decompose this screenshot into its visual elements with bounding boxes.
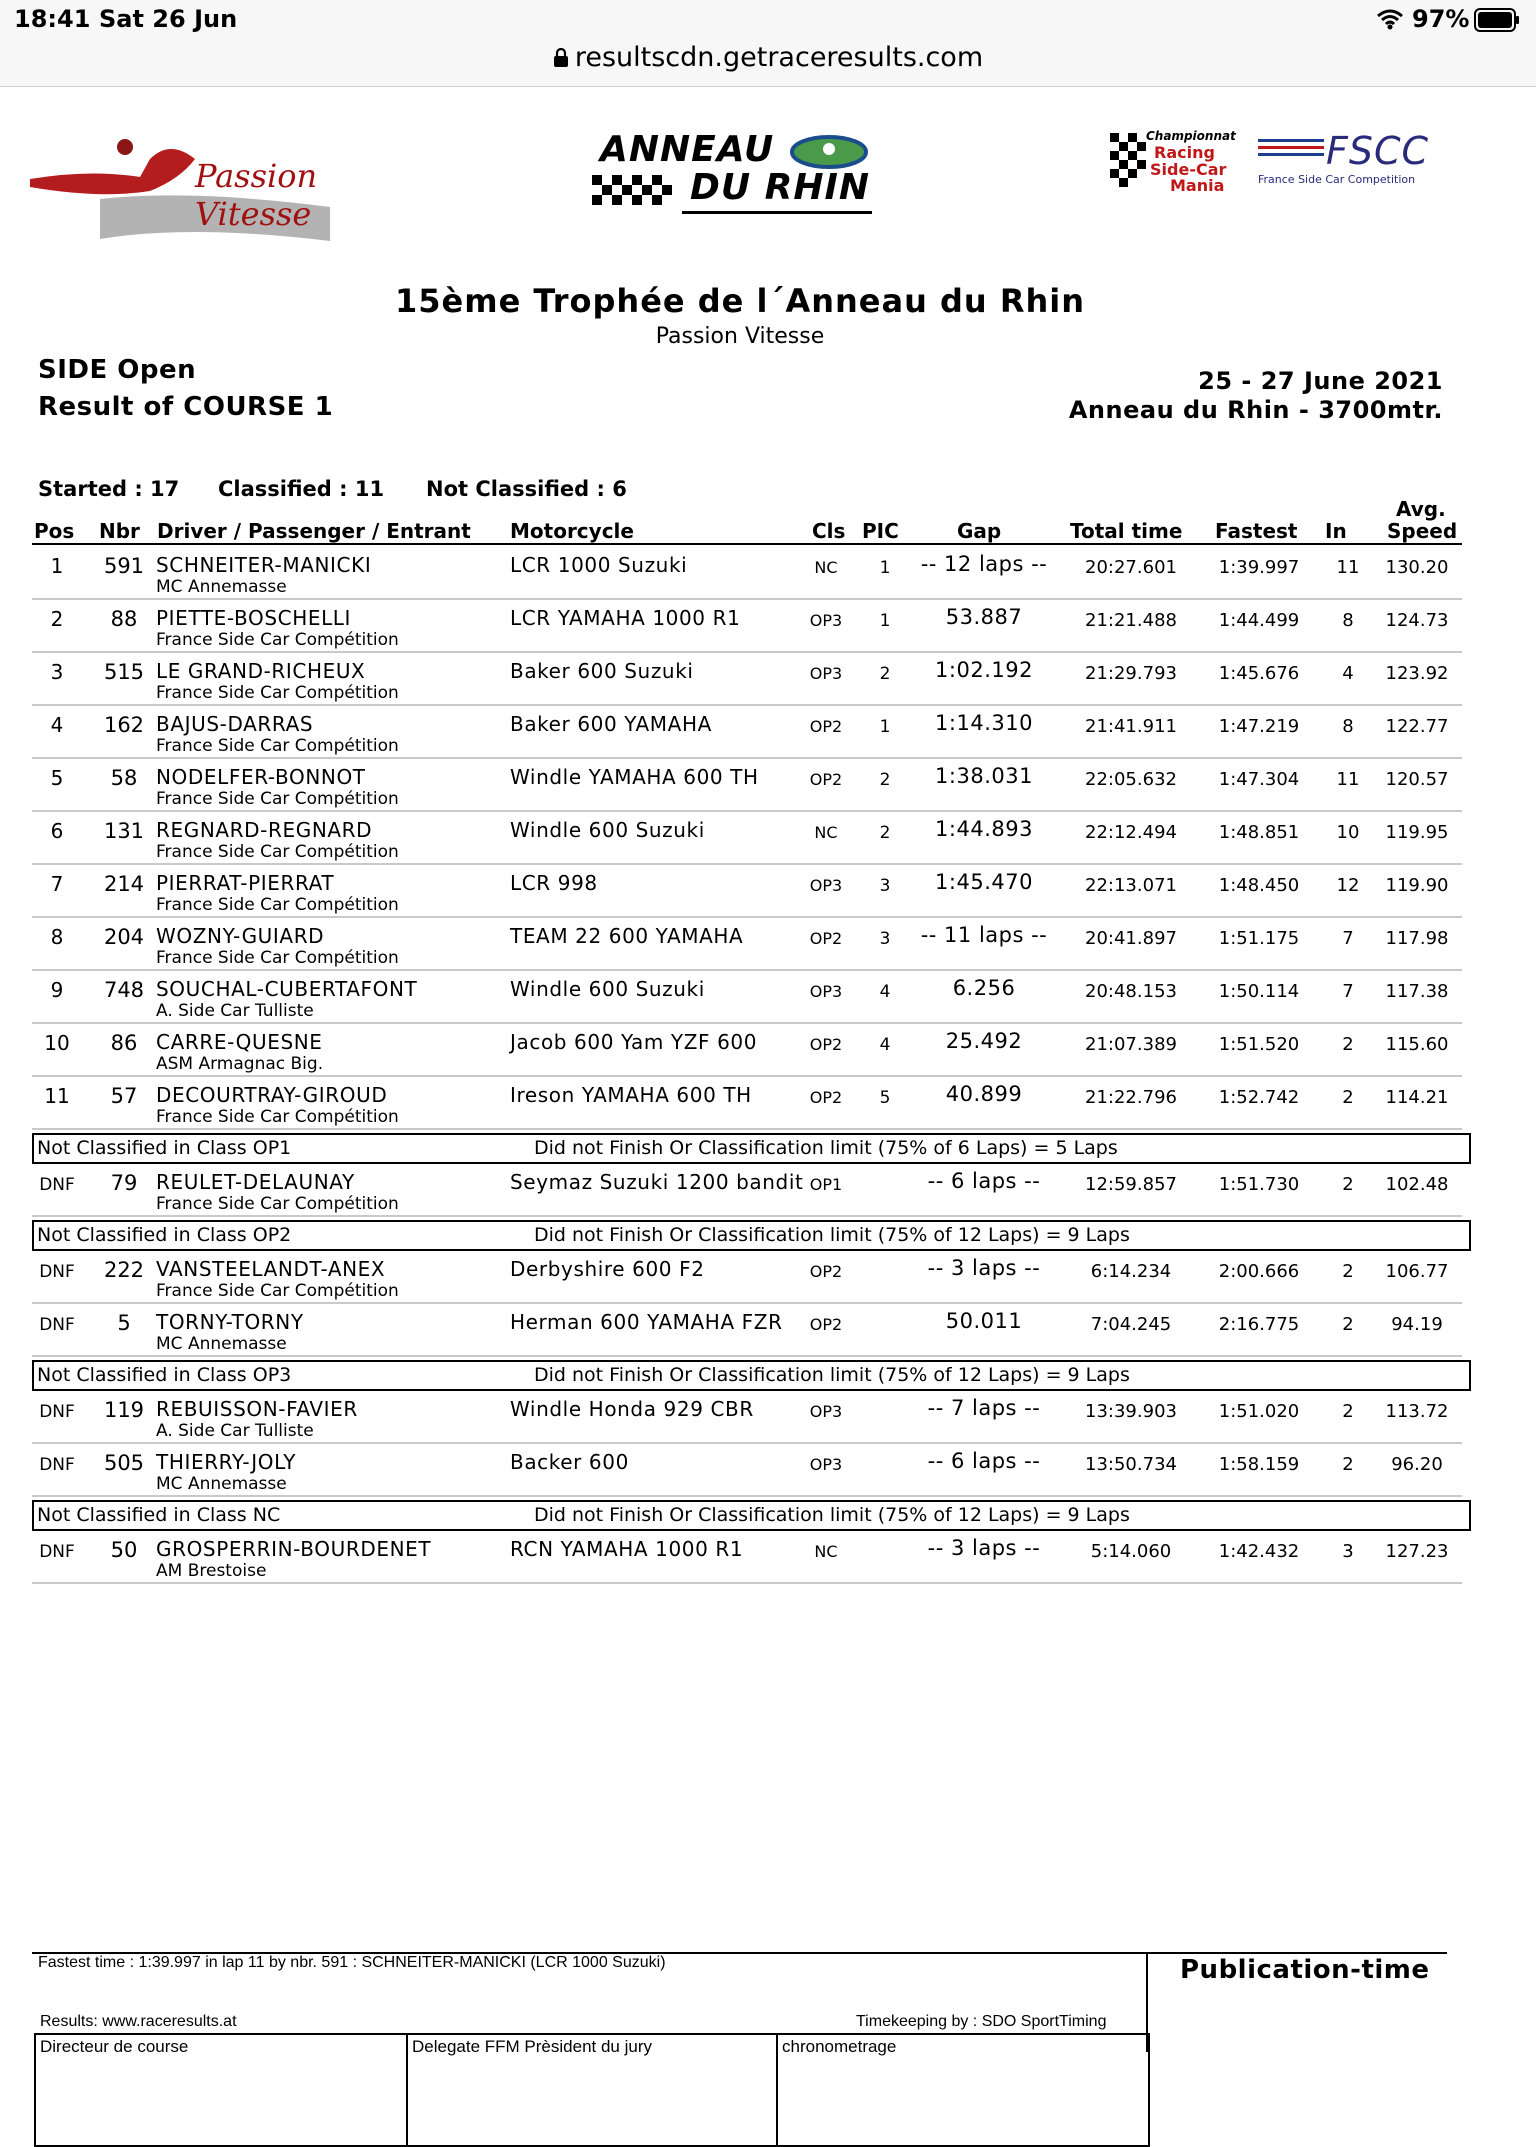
cell-total: 21:41.911 (1085, 716, 1177, 737)
cell-speed: 113.72 (1385, 1401, 1449, 1422)
cell-entrant: A. Side Car Tulliste (156, 1421, 314, 1441)
cell-cls: OP3 (809, 876, 843, 895)
cell-fastest: 1:51.175 (1218, 928, 1300, 949)
cell-moto: Ireson YAMAHA 600 TH (510, 1083, 752, 1107)
cell-gap: 40.899 (945, 1082, 1023, 1106)
cell-entrant: France Side Car Compétition (156, 948, 399, 968)
cell-in: 2 (1342, 1401, 1354, 1422)
col-speed: Speed (1387, 519, 1458, 543)
table-row (32, 916, 1462, 971)
table-row (32, 1302, 1462, 1357)
cell-speed: 96.20 (1391, 1454, 1443, 1475)
cell-nbr: 119 (103, 1398, 145, 1422)
table-row (32, 969, 1462, 1024)
cell-entrant: France Side Car Compétition (156, 1281, 399, 1301)
event-title: 15ème Trophée de l´Anneau du Rhin (395, 282, 1085, 320)
cell-gap: 6.256 (952, 976, 1016, 1000)
table-row (32, 1022, 1462, 1077)
cell-moto: Derbyshire 600 F2 (510, 1257, 705, 1281)
url-text: resultscdn.getraceresults.com (574, 42, 984, 73)
cell-pic: 2 (879, 770, 891, 790)
event-subtitle: Passion Vitesse (655, 324, 825, 349)
col-pic: PIC (862, 519, 899, 543)
table-row (32, 704, 1462, 759)
cell-driver: BAJUS-DARRAS (156, 712, 314, 736)
cell-moto: Windle YAMAHA 600 TH (510, 765, 759, 789)
cell-gap: 1:44.893 (935, 817, 1033, 841)
cell-total: 7:04.245 (1090, 1314, 1172, 1335)
cell-moto: TEAM 22 600 YAMAHA (510, 924, 744, 948)
cell-gap: 1:45.470 (935, 870, 1033, 894)
cell-moto: LCR YAMAHA 1000 R1 (510, 606, 741, 630)
cell-nbr: 214 (103, 872, 145, 896)
cell-pos: DNF (39, 1315, 75, 1335)
table-row (32, 1162, 1462, 1217)
cell-in: 2 (1342, 1314, 1354, 1335)
col-driver: Driver / Passenger / Entrant (157, 519, 471, 543)
cell-total: 20:27.601 (1085, 557, 1177, 578)
cell-moto: Baker 600 Suzuki (510, 659, 694, 683)
cell-fastest: 2:00.666 (1218, 1261, 1300, 1282)
cell-pos: 7 (50, 872, 64, 896)
cell-moto: LCR 998 (510, 871, 598, 895)
cell-entrant: ASM Armagnac Big. (156, 1054, 324, 1074)
table-row (32, 863, 1462, 918)
cell-in: 11 (1336, 769, 1360, 790)
cell-in: 7 (1342, 928, 1354, 949)
status-date: Sat 26 Jun (99, 5, 238, 33)
cell-fastest: 1:51.020 (1218, 1401, 1300, 1422)
cell-driver: REULET-DELAUNAY (156, 1170, 355, 1194)
not-classified-header (32, 1220, 1471, 1251)
sig-race-director: Directeur de course (40, 2037, 189, 2056)
col-in: In (1325, 519, 1347, 543)
cell-cls: NC (814, 558, 838, 577)
cell-entrant: France Side Car Compétition (156, 630, 399, 650)
cell-speed: 127.23 (1385, 1541, 1449, 1562)
cell-cls: OP2 (809, 1088, 843, 1107)
cell-cls: OP2 (809, 1315, 843, 1334)
classified-count: Classified : 11 (218, 477, 385, 501)
cell-entrant: France Side Car Compétition (156, 736, 399, 756)
cell-fastest: 1:47.304 (1218, 769, 1300, 790)
col-gap: Gap (957, 519, 1002, 543)
not-classified-header (32, 1500, 1471, 1531)
cell-pos: 4 (50, 713, 64, 737)
cell-nbr: 79 (110, 1171, 138, 1195)
cell-speed: 124.73 (1385, 610, 1449, 631)
cell-driver: GROSPERRIN-BOURDENET (156, 1537, 432, 1561)
cell-moto: RCN YAMAHA 1000 R1 (510, 1537, 744, 1561)
cell-in: 3 (1342, 1541, 1354, 1562)
cell-fastest: 1:52.742 (1218, 1087, 1300, 1108)
nc-class-label: Not Classified in Class OP3 (37, 1364, 292, 1386)
publication-time-label: Publication-time (1180, 1955, 1430, 1985)
cell-pic: 1 (879, 611, 891, 631)
cell-pos: 10 (44, 1031, 70, 1055)
cell-pos: DNF (39, 1542, 75, 1562)
cell-moto: LCR 1000 Suzuki (510, 553, 688, 577)
cell-gap: 50.011 (945, 1309, 1023, 1333)
cell-nbr: 505 (103, 1451, 145, 1475)
cell-fastest: 1:44.499 (1218, 610, 1300, 631)
cell-pos: DNF (39, 1402, 75, 1422)
cell-nbr: 131 (103, 819, 145, 843)
cell-gap: 1:38.031 (935, 764, 1033, 788)
status-bar (0, 0, 1536, 40)
not-classified-header (32, 1360, 1471, 1391)
cell-nbr: 591 (103, 554, 145, 578)
col-cls: Cls (812, 519, 846, 543)
cell-nbr: 50 (110, 1538, 138, 1562)
nc-class-label: Not Classified in Class NC (37, 1504, 281, 1526)
cell-speed: 120.57 (1385, 769, 1449, 790)
not-classified-count: Not Classified : 6 (426, 477, 627, 501)
cell-entrant: France Side Car Compétition (156, 789, 399, 809)
cell-pic: 4 (879, 982, 891, 1002)
col-avg: Avg. (1396, 497, 1446, 521)
passion-vitesse-logo: Passion Vitesse (30, 129, 360, 249)
cell-entrant: MC Annemasse (156, 1334, 287, 1354)
cell-fastest: 1:48.450 (1218, 875, 1300, 896)
cell-nbr: 5 (117, 1311, 131, 1335)
cell-nbr: 222 (103, 1258, 145, 1282)
cell-cls: OP3 (809, 611, 843, 630)
cell-pic: 2 (879, 823, 891, 843)
cell-fastest: 1:51.520 (1218, 1034, 1300, 1055)
table-row (32, 1389, 1462, 1444)
table-row (32, 598, 1462, 653)
cell-fastest: 2:16.775 (1218, 1314, 1300, 1335)
cell-in: 12 (1336, 875, 1360, 896)
cell-driver: REGNARD-REGNARD (156, 818, 373, 842)
cell-entrant: MC Annemasse (156, 577, 287, 597)
cell-nbr: 748 (103, 978, 145, 1002)
cell-pic: 3 (879, 929, 891, 949)
cell-nbr: 58 (110, 766, 138, 790)
cell-gap: -- 6 laps -- (927, 1169, 1041, 1193)
cell-fastest: 1:48.851 (1218, 822, 1300, 843)
cell-entrant: France Side Car Compétition (156, 1194, 399, 1214)
cell-speed: 122.77 (1385, 716, 1449, 737)
table-row (32, 651, 1462, 706)
cell-cls: NC (814, 1542, 838, 1561)
cell-speed: 130.20 (1385, 557, 1449, 578)
table-row (32, 810, 1462, 865)
url-bar[interactable] (0, 40, 1536, 87)
timekeeping-info: Timekeeping by : SDO SportTiming (856, 2013, 1107, 2030)
cell-nbr: 57 (110, 1084, 138, 1108)
cell-total: 12:59.857 (1085, 1174, 1177, 1195)
nc-limit-note: Did not Finish Or Classification limit (75% of 12 Laps) = 9 Laps (534, 1504, 1130, 1526)
cell-pic: 2 (879, 664, 891, 684)
cell-entrant: AM Brestoise (156, 1561, 267, 1581)
cell-total: 20:48.153 (1085, 981, 1177, 1002)
cell-entrant: France Side Car Compétition (156, 1107, 399, 1127)
cell-pos: 5 (50, 766, 64, 790)
cell-fastest: 1:58.159 (1218, 1454, 1300, 1475)
col-pos: Pos (34, 519, 75, 543)
cell-in: 10 (1336, 822, 1360, 843)
cell-moto: Baker 600 YAMAHA (510, 712, 712, 736)
col-total-time: Total time (1070, 519, 1183, 543)
cell-in: 8 (1342, 716, 1354, 737)
cell-cls: OP3 (809, 1402, 843, 1421)
nc-class-label: Not Classified in Class OP1 (37, 1137, 292, 1159)
table-row (32, 1249, 1462, 1304)
cell-in: 2 (1342, 1087, 1354, 1108)
cell-moto: Windle Honda 929 CBR (510, 1397, 754, 1421)
cell-cls: OP3 (809, 982, 843, 1001)
cell-pos: 2 (50, 607, 64, 631)
cell-fastest: 1:39.997 (1218, 557, 1300, 578)
cell-driver: SOUCHAL-CUBERTAFONT (156, 977, 418, 1001)
cell-entrant: MC Annemasse (156, 1474, 287, 1494)
not-classified-header (32, 1133, 1471, 1164)
table-row (32, 757, 1462, 812)
cell-total: 5:14.060 (1090, 1541, 1172, 1562)
cell-speed: 119.90 (1385, 875, 1449, 896)
nc-limit-note: Did not Finish Or Classification limit (75% of 6 Laps) = 5 Laps (534, 1137, 1118, 1159)
cell-pos: 6 (50, 819, 64, 843)
cell-moto: Windle 600 Suzuki (510, 818, 705, 842)
cell-total: 6:14.234 (1090, 1261, 1172, 1282)
cell-speed: 115.60 (1385, 1034, 1449, 1055)
cell-fastest: 1:51.730 (1218, 1174, 1300, 1195)
cell-cls: OP2 (809, 1262, 843, 1281)
cell-in: 2 (1342, 1261, 1354, 1282)
cell-driver: PIERRAT-PIERRAT (156, 871, 335, 895)
table-row (32, 1442, 1462, 1497)
cell-in: 11 (1336, 557, 1360, 578)
event-venue: Anneau du Rhin - 3700mtr. (1068, 396, 1443, 424)
race-result-title: Result of COURSE 1 (38, 392, 334, 422)
cell-driver: THIERRY-JOLY (156, 1450, 297, 1474)
cell-pos: DNF (39, 1455, 75, 1475)
cell-speed: 114.21 (1385, 1087, 1449, 1108)
cell-driver: SCHNEITER-MANICKI (156, 553, 372, 577)
cell-nbr: 515 (103, 660, 145, 684)
results-document (0, 87, 1536, 2056)
signature-table (34, 2033, 1150, 2147)
cell-fastest: 1:45.676 (1218, 663, 1300, 684)
cell-nbr: 88 (110, 607, 138, 631)
race-class: SIDE Open (38, 355, 197, 385)
cell-gap: -- 11 laps -- (920, 923, 1048, 947)
cell-speed: 94.19 (1391, 1314, 1443, 1335)
col-motorcycle: Motorcycle (510, 519, 634, 543)
cell-cls: OP3 (809, 1455, 843, 1474)
cell-total: 20:41.897 (1085, 928, 1177, 949)
racing-sidecar-fscc-logo: Championnat Racing Side-Car Mania FSCC France Side Car Competition (1110, 129, 1450, 199)
cell-moto: Windle 600 Suzuki (510, 977, 705, 1001)
cell-speed: 106.77 (1385, 1261, 1449, 1282)
cell-driver: VANSTEELANDT-ANEX (156, 1257, 386, 1281)
cell-driver: CARRE-QUESNE (156, 1030, 323, 1054)
cell-entrant: A. Side Car Tulliste (156, 1001, 314, 1021)
cell-total: 21:22.796 (1085, 1087, 1177, 1108)
fastest-lap-info: Fastest time : 1:39.997 in lap 11 by nbr. 591 : SCHNEITER-MANICKI (LCR 1000 Suzuki) (38, 1954, 666, 1971)
sig-ffm-delegate: Delegate FFM Prèsident du jury (412, 2037, 652, 2056)
cell-driver: REBUISSON-FAVIER (156, 1397, 358, 1421)
sig-timing: chronometrage (782, 2037, 897, 2056)
cell-total: 21:07.389 (1085, 1034, 1177, 1055)
cell-entrant: France Side Car Compétition (156, 895, 399, 915)
table-row (32, 1529, 1462, 1584)
nc-limit-note: Did not Finish Or Classification limit (75% of 12 Laps) = 9 Laps (534, 1364, 1130, 1386)
cell-cls: OP2 (809, 770, 843, 789)
cell-driver: LE GRAND-RICHEUX (156, 659, 366, 683)
cell-pic: 3 (879, 876, 891, 896)
cell-gap: -- 3 laps -- (927, 1256, 1041, 1280)
cell-moto: Backer 600 (510, 1450, 629, 1474)
cell-pic: 5 (879, 1088, 891, 1108)
cell-total: 13:50.734 (1085, 1454, 1177, 1475)
cell-gap: 1:02.192 (935, 658, 1033, 682)
cell-cls: OP1 (809, 1175, 843, 1194)
cell-pos: 11 (44, 1084, 70, 1108)
cell-in: 2 (1342, 1034, 1354, 1055)
table-row (32, 545, 1462, 600)
cell-pos: 3 (50, 660, 64, 684)
cell-total: 21:29.793 (1085, 663, 1177, 684)
cell-pic: 1 (879, 558, 891, 578)
cell-driver: NODELFER-BONNOT (156, 765, 366, 789)
cell-in: 2 (1342, 1454, 1354, 1475)
wifi-icon (1376, 8, 1404, 30)
cell-fastest: 1:50.114 (1218, 981, 1300, 1002)
nc-class-label: Not Classified in Class OP2 (37, 1224, 292, 1246)
cell-gap: 53.887 (945, 605, 1023, 629)
cell-cls: NC (814, 823, 838, 842)
cell-moto: Herman 600 YAMAHA FZR (510, 1310, 783, 1334)
cell-pos: 9 (50, 978, 64, 1002)
cell-pos: DNF (39, 1262, 75, 1282)
cell-total: 13:39.903 (1085, 1401, 1177, 1422)
cell-total: 22:13.071 (1085, 875, 1177, 896)
cell-gap: 1:14.310 (935, 711, 1033, 735)
battery-icon (1474, 8, 1520, 32)
cell-total: 21:21.488 (1085, 610, 1177, 631)
col-fastest: Fastest (1215, 519, 1298, 543)
cell-speed: 117.98 (1385, 928, 1449, 949)
cell-cls: OP2 (809, 929, 843, 948)
cell-in: 8 (1342, 610, 1354, 631)
cell-cls: OP3 (809, 664, 843, 683)
cell-speed: 102.48 (1385, 1174, 1449, 1195)
cell-driver: DECOURTRAY-GIROUD (156, 1083, 388, 1107)
cell-nbr: 86 (110, 1031, 138, 1055)
cell-speed: 117.38 (1385, 981, 1449, 1002)
cell-in: 2 (1342, 1174, 1354, 1195)
cell-gap: -- 3 laps -- (927, 1536, 1041, 1560)
cell-cls: OP2 (809, 1035, 843, 1054)
anneau-du-rhin-logo: ANNEAU DU RHIN (590, 127, 880, 217)
cell-pos: DNF (39, 1175, 75, 1195)
cell-pic: 4 (879, 1035, 891, 1055)
url-display[interactable] (0, 42, 1536, 73)
table-row (32, 1075, 1462, 1130)
cell-gap: 25.492 (945, 1029, 1023, 1053)
cell-total: 22:05.632 (1085, 769, 1177, 790)
started-count: Started : 17 (38, 477, 180, 501)
cell-entrant: France Side Car Compétition (156, 683, 399, 703)
cell-fastest: 1:47.219 (1218, 716, 1300, 737)
cell-nbr: 162 (103, 713, 145, 737)
cell-speed: 119.95 (1385, 822, 1449, 843)
cell-in: 4 (1342, 663, 1354, 684)
nc-limit-note: Did not Finish Or Classification limit (75% of 12 Laps) = 9 Laps (534, 1224, 1130, 1246)
lock-icon (553, 48, 569, 68)
cell-fastest: 1:42.432 (1218, 1541, 1300, 1562)
cell-pic: 1 (879, 717, 891, 737)
cell-gap: -- 12 laps -- (920, 552, 1048, 576)
col-nbr: Nbr (99, 519, 140, 543)
cell-moto: Seymaz Suzuki 1200 bandit (510, 1170, 804, 1194)
cell-driver: PIETTE-BOSCHELLI (156, 606, 352, 630)
cell-moto: Jacob 600 Yam YZF 600 (510, 1030, 758, 1054)
cell-total: 22:12.494 (1085, 822, 1177, 843)
cell-pos: 8 (50, 925, 64, 949)
results-link[interactable]: Results: www.raceresults.at (40, 2013, 237, 2030)
cell-pos: 1 (50, 554, 64, 578)
cell-driver: WOZNY-GUIARD (156, 924, 325, 948)
status-time: 18:41 (14, 5, 91, 33)
battery-percent: 97% (1412, 5, 1470, 33)
event-dates: 25 - 27 June 2021 (1198, 367, 1443, 395)
cell-nbr: 204 (103, 925, 145, 949)
cell-gap: -- 6 laps -- (927, 1449, 1041, 1473)
cell-in: 7 (1342, 981, 1354, 1002)
cell-speed: 123.92 (1385, 663, 1449, 684)
cell-gap: -- 7 laps -- (927, 1396, 1041, 1420)
cell-entrant: France Side Car Compétition (156, 842, 399, 862)
cell-cls: OP2 (809, 717, 843, 736)
cell-driver: TORNY-TORNY (156, 1310, 304, 1334)
